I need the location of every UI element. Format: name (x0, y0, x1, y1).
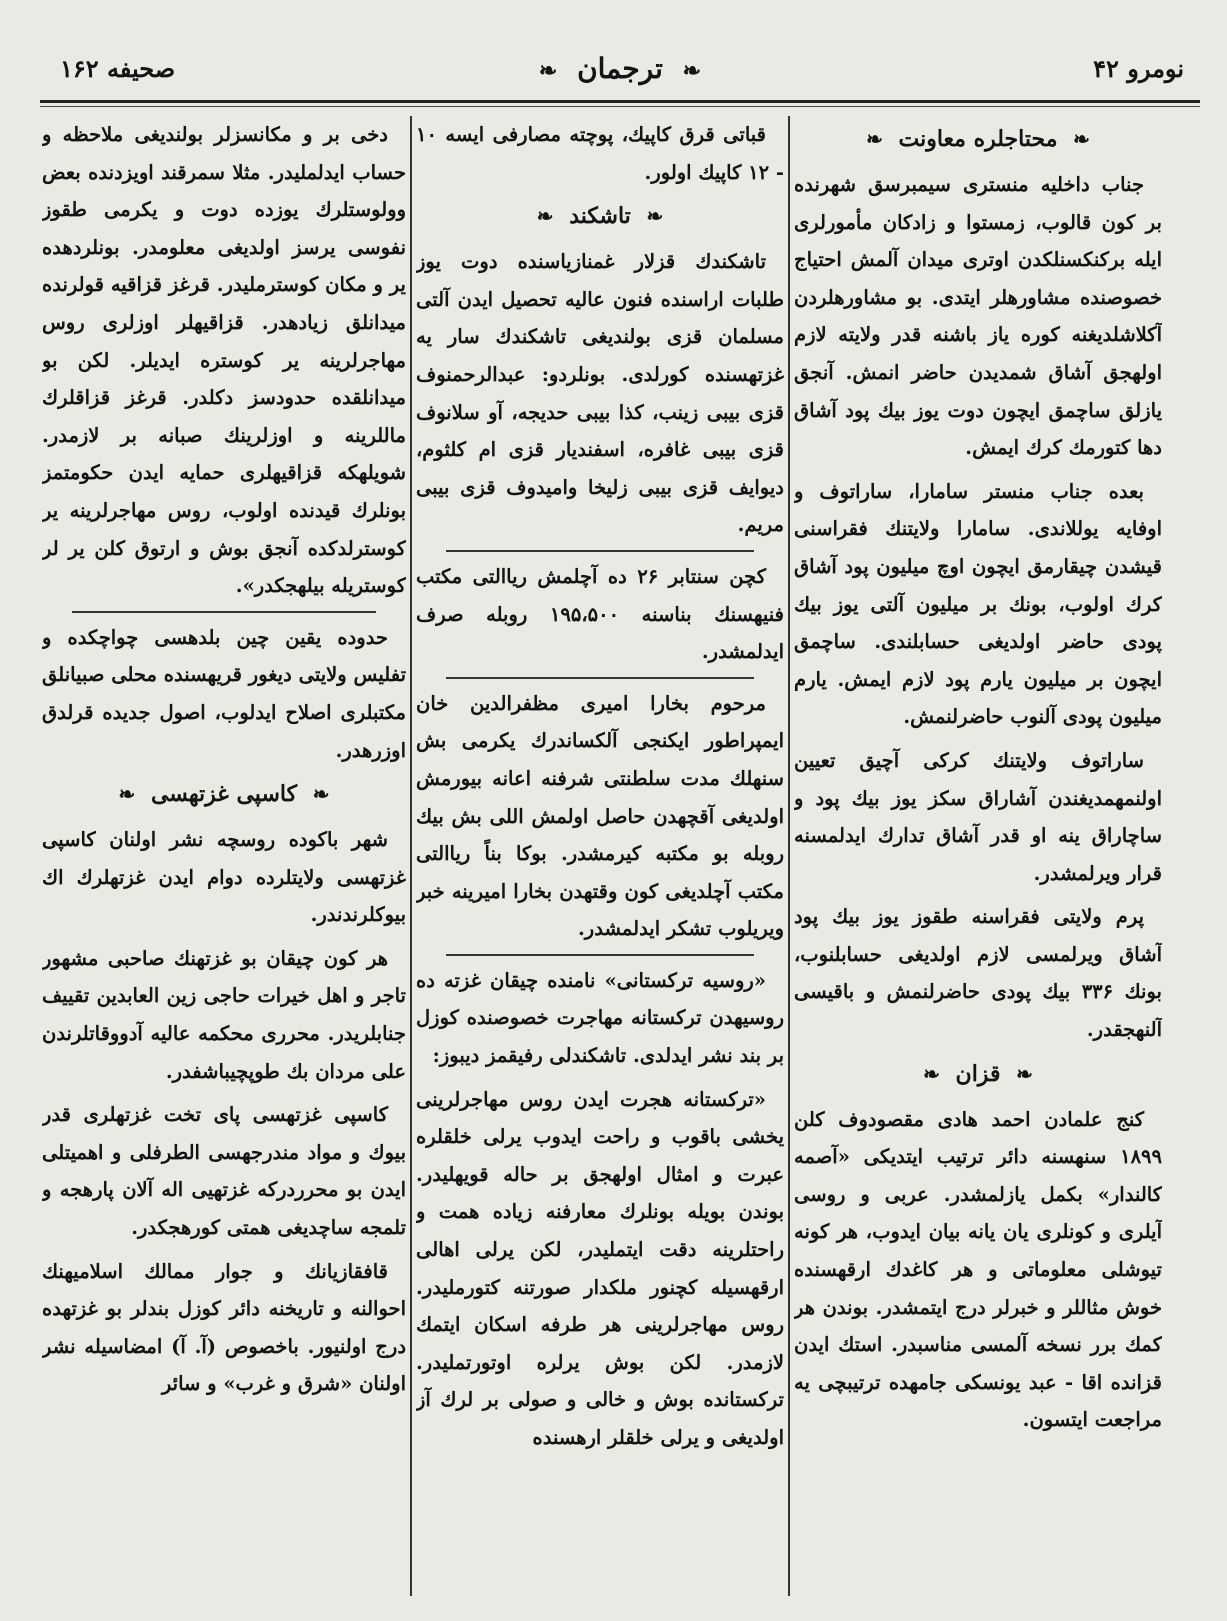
article-paragraph: ساراتوف ولايتنك كركى آچيق تعيين اولنمهمديغندن آشاراق سكز يوز بيك پود و ساچاراق ينه او قدر آشاق تدارك ايدلمسنه قرار ويرلمشدر. (794, 748, 1162, 885)
masthead (40, 46, 1200, 106)
separator-rule (446, 550, 754, 552)
article-paragraph: تاشكندك قزلار غمنازياسنده دوت يوز طلبات اراسنده فنون عاليه تحصيل ايدن آلتى مسلمان قزى بولنديغى تاشكندك سار يه غزتهسنده كورلدى. بونلردو: عبدالرحمنوف قزى بيبى زينب، كذا بيبى حديجه، آو سلانوف قزى بيبى غافره، اسفنديار قزى ام كلثوم، ديوايف قزى بيبى زليخا واميدوف قزى بيبى مريم. (416, 250, 784, 537)
masthead-rule (40, 100, 1200, 103)
ornament-icon: ❧ (923, 1061, 940, 1086)
separator-rule (72, 611, 376, 613)
article-paragraph: كاسپى غزتهسى پاى تخت غزتهلرى قدر بيوك و مواد مندرجهسى الطرفلى و اهميتلى ايدن بو محرردركه غزتهيى اله آلان پارهجه و تلمجه ساچديغى همتى كورهجكدر. (42, 1103, 406, 1240)
article-paragraph: هر كون چيقان بو غزتهنك صاحبى مشهور تاجر و اهل خيرات حاجى زين العابدين تقييف جنابلريدر. محررى محكمه عاليه آدووقاتلرندن على مردان بك طوپچيباشفدر. (42, 946, 406, 1083)
separator-rule (446, 677, 754, 679)
page-number: صحيفه ۱۶۲ (60, 54, 176, 83)
article-paragraph: دخى بر و مكانسزلر بولنديغى ملاحظه و حساب ايدلمليدر. مثلا سمرقند اويزدنده بعض وولوستلرك يوزده دوت و يكرمى طقوز نفوسى يرسز اولديغى معلومدر. بونلردهده ير و مكان كوسترمليدر. قرغز قزاقيه قولرنده ميدانلق زيادهدر. قزاقيهلر اوزلرى روس مهاجرلرينه ير كوستره ايديلر. لكن بو ميدانلقده حدودسز دكلدر. قرغز قزاقلرك ماللرينه و اوزلرينك صبانه بر لازمدر. شويلهكه قزاقيهلرى حمايه ايدن حكومتمز بونلرك قيدنده اولوب، روس مهاجرلرينه ير كوسترلدكده آنجق بوش و ارتوق كلن ير لر كوستريله بيلهجكدر». (42, 123, 406, 598)
column-right (794, 116, 1162, 1596)
section-heading: ❧ قزان ❧ (923, 1060, 1033, 1087)
article-paragraph: حدوده يقين چين بلدهسى چواچكده و تفليس ولايتى ديغور قريهسنده محلى صبيانلق مكتبلرى اصلاح ايدلوب، اصول جديده قرلدق اوزرهدر. (42, 625, 406, 762)
ornament-icon: ❧ (866, 127, 883, 151)
ornament-icon: ❧ (312, 782, 330, 807)
article-paragraph: قباتى قرق كاپيك، پوچته مصارفى ايسه ۱۰ - ۱۲ كاپيك اولور. (416, 123, 784, 184)
article-paragraph: شهر باكوده روسچه نشر اولنان كاسپى غزتهسى ولايتلرده دوام ايدن غزتهلرك اك بيوكلرندندر. (42, 828, 406, 927)
ornament-icon: ❧ (536, 204, 554, 229)
issue-number: نومرو ۴۲ (1093, 54, 1184, 83)
column-middle (416, 116, 784, 1596)
newspaper-title-block (40, 52, 1200, 85)
newspaper-title: ترجمان (577, 52, 663, 85)
separator-rule (446, 954, 754, 956)
column-divider (788, 116, 790, 1596)
masthead-rule-thin (40, 106, 1200, 107)
ornament-icon: ❧ (682, 58, 702, 84)
article-paragraph: بعده جناب منستر سامارا، ساراتوف و اوفايه يوللاندى. سامارا ولايتنك فقراسنى قيشدن چيقارمق ايچون اوچ ميليون پود آشاق كرك اولوب، بونك بر ميليون آلتى يوز بيك پودى حاضر اولديغى حسابلندى. ساچمق ايچون بر ميليون يارم پود لازم ايمش. يارم ميليون پودى آلنوب حاضرلنمش. (794, 479, 1162, 729)
article-paragraph: «تركستانه هجرت ايدن روس مهاجرلرينى يخشى باقوب و راحت ايدوب يرلى خلقلره عبرت و امثال اولهجق بر حاله قويهليدر. بوندن بويله بونلرك معارفنه زياده همت و راحتلرينه دقت ايتمليدر، لكن يرلى اهالى ارقهسيله كچنور ملكدار صورتنه كتورمليدر. روس مهاجرلرينى هر طرفه اسكان ايتمك لازمدر. لكن بوش يرلره اوتورتمليدر. تركستانده بوش و خالى و صولى بر لرك آز اولديغى و يرلى خلقلر ارهسنده (416, 1087, 784, 1449)
ornament-icon: ❧ (1016, 1061, 1033, 1086)
article-paragraph: پرم ولايتى فقراسنه طقوز يوز بيك پود آشاق ويرلمسى لازم اولديغى حسابلنوب، بونك ۳۳۶ بيك پودى حاضرلنمش و باقيسى آلنهجقدر. (794, 905, 1162, 1042)
ornament-icon: ❧ (1073, 127, 1090, 151)
ornament-icon: ❧ (538, 58, 558, 84)
section-heading: ❧ كاسپى غزتهسى ❧ (118, 781, 330, 808)
article-paragraph: جناب داخليه منسترى سيمبرسق شهرنده بر كون قالوب، زمستوا و زادكان مأمورلرى ايله بركنكسنلكدن اوترى ميدان آلمش احتياج خصوصنده مشاورهلر ايتدى. بو مشاورهلردن آكلاشلديغنه كوره ياز باشنه قدر ولايته لازم اولهجق آشاق شمديدن حاضر انمش. آنجق يازلق ساچمق ايچون دوت يوز بيك پود آشاق دها كتورمك كرك ايمش. (794, 173, 1162, 460)
section-heading: ❧ تاشكند ❧ (536, 203, 664, 230)
ornament-icon: ❧ (646, 204, 664, 229)
article-paragraph: قافقازيانك و جوار ممالك اسلاميهنك احوالنه و تاريخنه دائر كوزل بندلر بو غزتهده درج اولنيور. باخصوص (آ. آ) امضاسيله نشر اولنان «شرق و غرب» و سائر (42, 1259, 406, 1396)
section-heading: ❧ محتاجلره معاونت ❧ (866, 126, 1090, 152)
ornament-icon: ❧ (118, 782, 136, 807)
article-paragraph: مرحوم بخارا اميرى مظفرالدين خان ايمپراطور ايكنجى آلكساندرك يكرمى بش سنهلك مدت سلطنتى شرفنه اعانه بيورمش اولديغى آقچهدن حاصل اولمش اللى بش بيك روبله بو مكتبه كيرمشدر. بوكا بناً رياالتى مكتب آچلديغى كون وقتهدن بخارا اميرينه خبر ويريلوب تشكر ايدلمشدر. (416, 691, 784, 941)
article-paragraph: كچن سنتابر ۲۶ ده آچلمش رياالتى مكتب فنيهسنك بناسنه ۱۹۵،۵۰۰ روبله صرف ايدلمشدر. (416, 564, 784, 664)
column-left (42, 116, 406, 1596)
article-paragraph: كنج علمادن احمد هادى مقصودوف كلن ۱۸۹۹ سنهسنه دائر ترتيب ايتديكى «آصمه كالندار» بكمل يازلمشدر. عربى و روسى آيلرى و كونلرى يان يانه بيان ايدوب، هر كونه تيوشلى معلوماتى و هر كاغدك ارقهسنده خوش مثاللر و خبرلر درج ايتمشدر. بوندن هر كمك برر نسخه آلمسى مناسبدر. استك ايدن قزانده اقا - عبد يونسكى جامهده ترتيبچى يه مراجعت ايتسون. (794, 1107, 1162, 1432)
article-paragraph: «روسيه تركستانى» نامنده چيقان غزته ده روسيهدن تركستانه مهاجرت خصوصنده كوزل بر بند نشر ايدلدى. تاشكندلى رفيقمز ديبوز: (416, 968, 784, 1068)
column-divider (410, 116, 412, 1596)
